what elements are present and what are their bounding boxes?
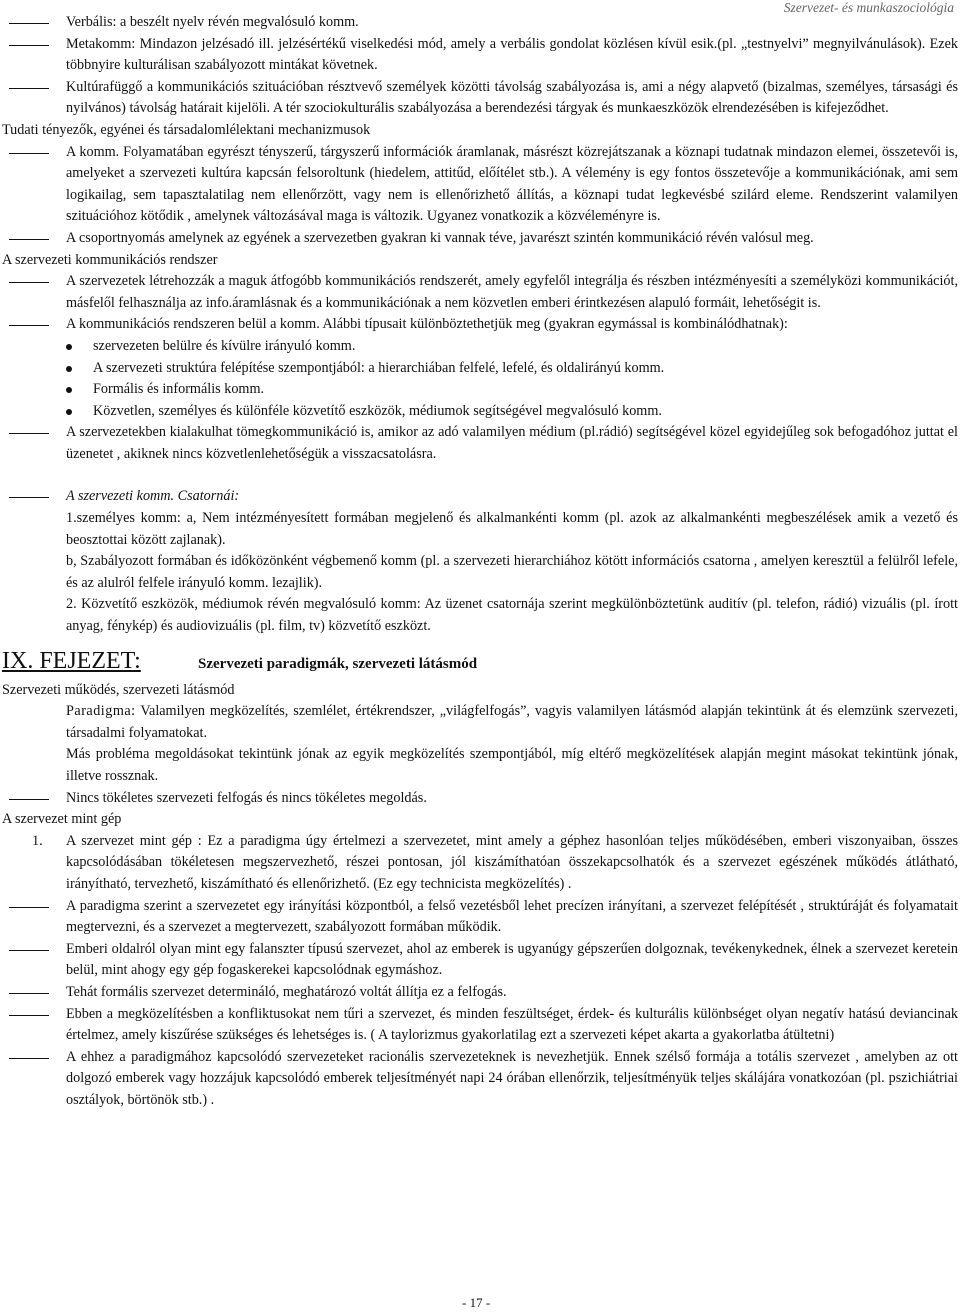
page-number: - 17 - [462, 1295, 491, 1310]
section-heading: Tudati tényezők, egyénei és társadalomlélektani mechanizmusok [2, 121, 371, 138]
bullet-item [0, 358, 958, 380]
item-text: A szervezeti struktúra felépítése szempontjából: a hierarchiában felfelé, lefelé, és oldalirányú komm. [93, 359, 665, 376]
item-text: Ebben a megközelítésben a konfliktusokat nem tűri a szervezet, és minden feszültséget, érdek- és kulturális különbséget olyan negatív hatású deviancinak értelmez, amely kiszűrése szükséges és lehetséges is. ( A taylorizmus gyakorlatilag ezt a szervezeti képet akarta a gyakorlatba átültetni) [66, 1005, 958, 1044]
term-label: Paradigma: [66, 703, 136, 720]
dash-item [0, 77, 958, 120]
item-text: A paradigma szerint a szervezetet egy irányítási központból, a felső vezetésből lehet precízen irányítani, a szervezet felépítését , struktúráját és folyamatait megtervezni, és a szervezet a megtervezett, szabályozott formában működik. [66, 897, 958, 936]
blank-line [0, 465, 958, 486]
dash-item [0, 486, 958, 508]
dash-item [0, 271, 958, 314]
dash-item [0, 982, 958, 1004]
chapter-title: Szervezeti paradigmák, szervezeti látásmód [198, 655, 478, 672]
dash-item [0, 1047, 958, 1112]
dash-item [0, 788, 958, 810]
section-heading: A szervezet mint gép [2, 811, 122, 828]
bullet-dot-icon [66, 409, 72, 415]
item-text: Közvetlen, személyes és különféle közvetítő eszközök, médiumok segítségével megvalósuló komm. [93, 402, 662, 419]
item-text: A szervezetekben kialakulhat tömegkommunikáció is, amikor az adó valamilyen médium (pl.rádió) segítségével közel egyidejűleg sok befogadóhoz juttat el üzenetet , akiknek nincs közvetlenlehetőségük a visszacsatolásra. [66, 424, 958, 462]
item-text: Formális és informális komm. [93, 381, 265, 398]
item-text: Verbális: a beszélt nyelv révén megvalósuló komm. [66, 14, 359, 30]
bullet-dot-icon [66, 387, 72, 393]
dash-item [0, 314, 958, 336]
dash-item [0, 142, 958, 228]
dash-item [0, 228, 958, 250]
indented-paragraph: 2. Közvetítő eszközök, médiumok révén megvalósuló komm: Az üzenet csatornája szerint megkülönböztetünk auditív (pl. telefon, rádió) vizuális (pl. írott anyag, fénykép) és audiovizuális (pl. film, tv) közvetítő eszközt. [66, 596, 958, 635]
item-text: A ehhez a paradigmához kapcsolódó szervezeteket racionális szervezeteknek is nevezhetjük. Ennek szélső formája a totális szervezet , amelyben az ott dolgozó emberek vagy hozzájuk kapcsolódó emberek teljesítményét napi 24 órában ellenőrzik, teljesítményük teljes skálájára vonatkozóan (pl. pszichiátriai osztályok, börtönök stb.) . [66, 1048, 958, 1108]
chapter-number: IX. FEJEZET: [2, 647, 141, 674]
dash-item [0, 1004, 958, 1047]
dash-item [0, 34, 958, 77]
dash-item [0, 896, 958, 939]
item-text: Kultúrafüggő a kommunikációs szituációban résztvevő személyek közötti távolság szabályozása is, ami a négy alapvető (bizalmas, személyes, társasági és nyilvános) távolság határait kijelöli. A tér szociokulturális szabályozása a berendezési tárgyak és munkaeszközök elrendezésében is kifejeződhet. [66, 78, 958, 117]
paragraph-text: Valamilyen megközelítés, szemlélet, értékrendszer, „világfelfogás”, vagyis valamilyen látásmód alapján tekintünk át és elemzünk szervezeti, társadalmi folyamatokat. [66, 703, 958, 741]
item-text: A szervezetek létrehozzák a maguk átfogóbb kommunikációs rendszerét, amely egyfelől integrálja és részben intézményesíti a személyközi kommunikációt, másfelől felhasználja az info.áramlásnak és a kommunikációnak a nem közvetlen emberi érintkezésen alapuló formáit, lehetőségit is. [66, 273, 958, 311]
item-text: A komm. Folyamatában egyrészt tényszerű, tárgyszerű információk áramlanak, másrészt közrejátszanak a köznapi tudatnak mindazon elemei, összetevői is, amelyeket a szervezeti kultúra kapcsán felsoroltunk (hiedelem, attitűd, előítélet stb.). A vélemény is egy fontos összetevője a kommunikációnak, ami sem logikailag, sem tapasztalatilag nem ellenőrzött, vagy nem is ellenőrizhető állítás, a köznapi tudat legkevésbé szilárd eleme. Rendszerint valamilyen szituációhoz kötődik , amelynek változásával maga is változik. Ugyanez vonatkozik a közvéleményre is. [66, 143, 958, 225]
item-text: A szervezet mint gép : Ez a paradigma úgy értelmezi a szervezetet, mint amely a géphez hasonlóan teljes működésében, emberi viszonyaiban, összes kapcsolódásában tökéletesen megszervezhető, részei pontosan, jól kiszámíthatóan összekapcsolhatók és a szervezet egészének működés átlátható, irányítható, tervezhető, kiszámítható és ellenőrizhető. (Ez egy technicista megközelítés) . [66, 832, 958, 892]
bullet-dot-icon [66, 344, 72, 350]
item-text: szervezeten belülre és kívülre irányuló komm. [93, 337, 356, 354]
bullet-item [0, 401, 958, 423]
indented-paragraph [0, 701, 958, 744]
dash-item [0, 939, 958, 982]
dash-item [0, 422, 958, 465]
item-text: Metakomm: Mindazon jelzésadó ill. jelzésértékű viselkedési mód, amely a verbális gondolat közlésen kívül esik.(pl. „testnyelvi” megnyilvánulások). Ezek többnyire kulturálisan szabályozott mintákat követnek. [66, 35, 958, 74]
chapter-heading [0, 644, 958, 680]
section-heading: Szervezeti működés, szervezeti látásmód [2, 681, 235, 698]
item-text: Tehát formális szervezet determináló, meghatározó voltát állítja ez a felfogás. [66, 983, 507, 1000]
running-header: Szervezet- és munkaszociológia [783, 0, 954, 15]
indented-paragraph: b, Szabályozott formában és időközönként végbemenő komm (pl. a szervezeti hierarchiához kötött információs csatorna , amelyen keresztül a felülről lefele, és az alulról felfele irányuló komm. lezajlik). [66, 553, 958, 591]
indented-paragraph: Más probléma megoldásokat tekintünk jónak az egyik megközelítés szempontjából, míg eltérő megközelítések alapján megint másokat tekintünk jónak, illetve rossznak. [66, 746, 958, 784]
indented-paragraph: 1.személyes komm: a, Nem intézményesített formában megjelenő és alkalmankénti komm (pl. azok az alkalmankénti megbeszélések amik a vezető és beosztottai között zajlanak). [66, 510, 958, 548]
item-text: Emberi oldalról olyan mint egy falanszter típusú szervezet, ahol az emberek is ugyanúgy gépszerűen dolgoznak, tevékenykednek, élnek a szervezet keretein belül, mint ahogy egy gép fogaskerekei kapcsolódnak egymáshoz. [66, 940, 958, 979]
item-text: Nincs tökéletes szervezeti felfogás és nincs tökéletes megoldás. [66, 789, 427, 806]
item-text: A kommunikációs rendszeren belül a komm. Alábbi típusait különböztethetjük meg (gyakran egymással is kombinálódhatnak): [66, 316, 788, 333]
bullet-item [0, 379, 958, 401]
numbered-item [0, 831, 958, 896]
bullet-dot-icon [66, 366, 72, 372]
bullet-item [0, 336, 958, 358]
page-content [0, 12, 958, 1112]
section-heading: A szervezeti kommunikációs rendszer [2, 251, 218, 268]
item-text: A szervezeti komm. Csatornái: [66, 488, 240, 505]
item-text: A csoportnyomás amelynek az egyének a szervezetben gyakran ki vannak téve, javarészt szintén kommunikáció révén valósul meg. [66, 229, 814, 246]
item-number: 1. [32, 832, 43, 849]
dash-item [0, 12, 958, 34]
